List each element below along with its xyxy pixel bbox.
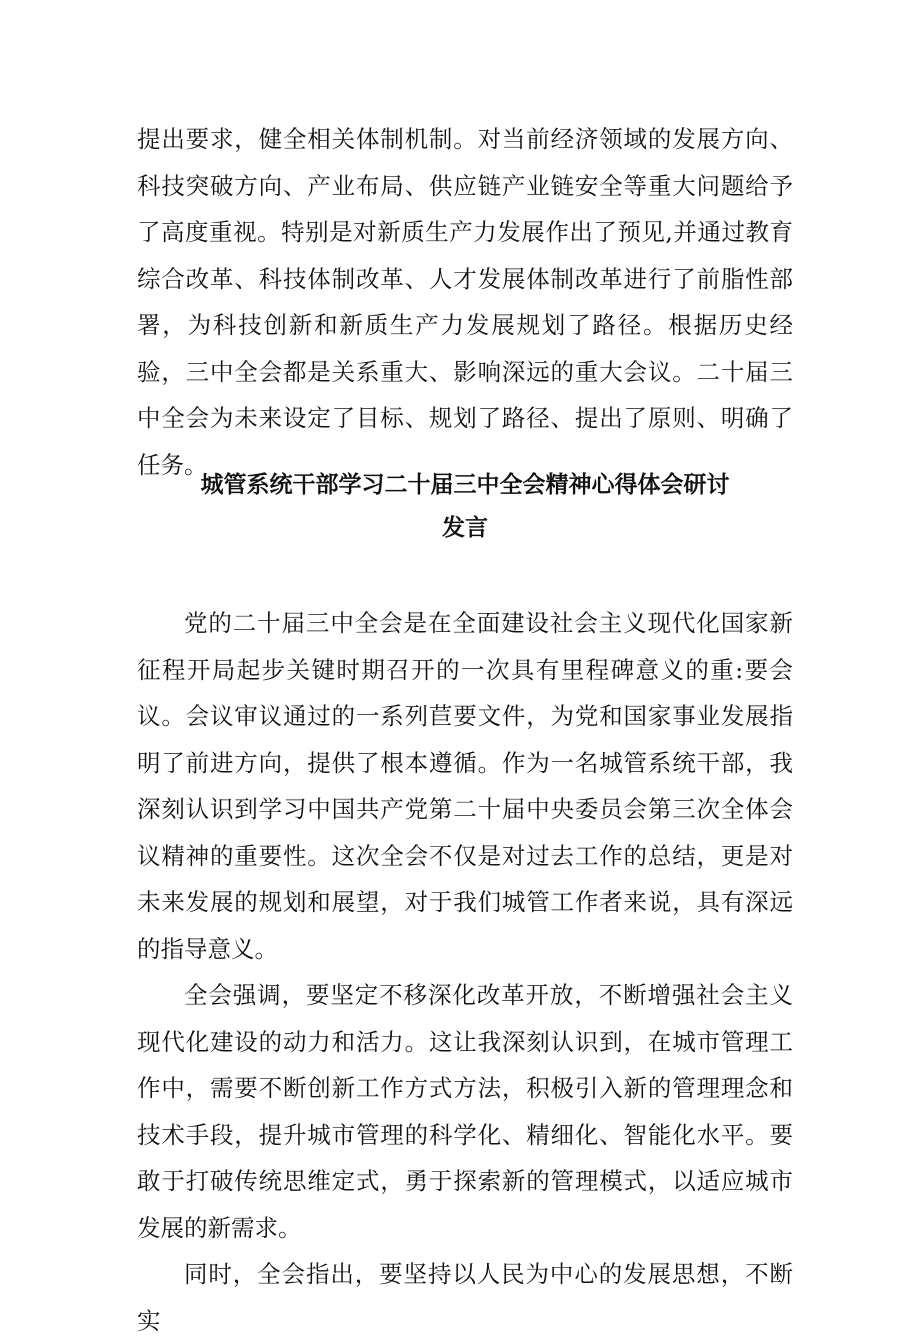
intro-paragraph: 提出要求，健全相关体制机制。对当前经济领域的发展方向、科技突破方向、产业布局、供应链产业链安全等重大问题给予了高度重视。特别是对新质生产力发展作出了预见,并通过教育综合改革、科技体制改革、人才发展体制改革进行了前脂性部署，为科技创新和新质生产力发展规划了路径。根据历史经验，三中全会都是关系重大、影响深远的重大会议。二十届三中全会为未来设定了目标、规划了路径、提出了原则、明确了任务。	[137, 125, 793, 479]
body-paragraph-3: 同时，全会指出，要坚持以人民为中心的发展思想，不断实	[137, 1260, 793, 1335]
body-paragraph-1: 党的二十届三中全会是在全面建设社会主义现代化国家新征程开局起步关键时期召开的一次具有里程碑意义的重:要会议。会议审议通过的一系列苣要文件，为党和国家事业发展指明了前进方向，提供了根本遵循。作为一名城管系统干部，我深刻认识到学习中国共产党第二十届中央委员会第三次全体会议精神的重要性。这次全会不仅是对过去工作的总结，更是对未来发展的规划和展望，对于我们城管工作者来说，具有深远的指导意义。	[137, 609, 793, 963]
title-line-1: 城管系统干部学习二十届三中全会精神心得体会研讨	[200, 472, 730, 498]
title-line-2: 发言	[442, 515, 488, 541]
body-paragraph-2: 全会强调，要坚定不移深化改革开放，不断增强社会主义现代化建设的动力和活力。这让我深刻认识到，在城市管理工作中，需要不断创新工作方式方法，积极引入新的管理理念和技术手段，提升城市管理的科学化、精细化、智能化水平。要敢于打破传统思维定式，勇于探索新的管理模式，以适应城市发展的新需求。	[137, 981, 793, 1242]
document-title	[137, 464, 793, 550]
body-text	[137, 600, 793, 1344]
